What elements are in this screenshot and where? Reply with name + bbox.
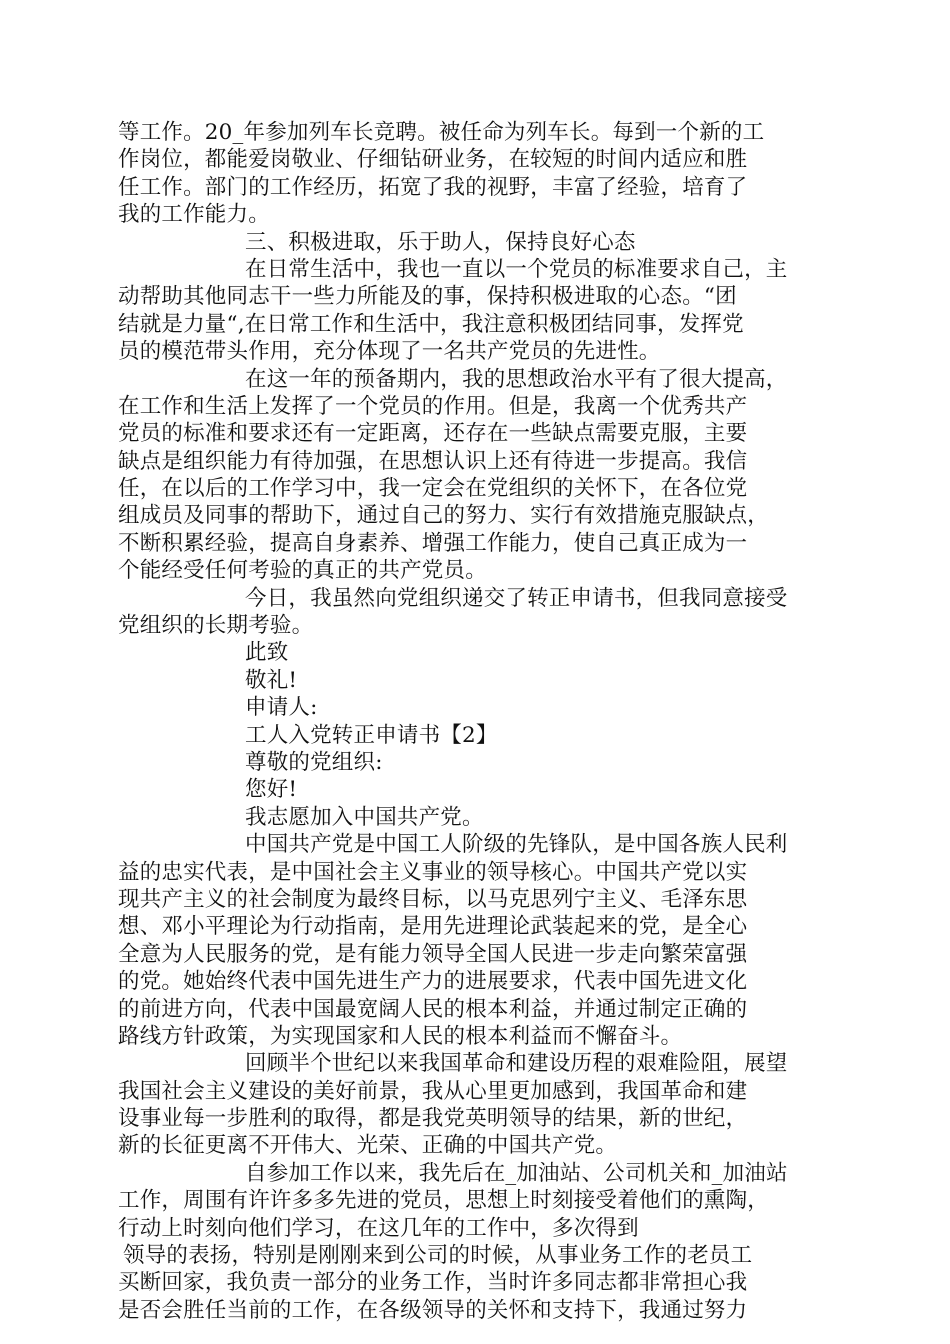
text-line: 今日，我虽然向党组织递交了转正申请书，但我同意接受 [245,585,788,611]
text-line: 工作，周围有许许多多先进的党员，思想上时刻接受着他们的熏陶， [118,1188,770,1214]
text-line: 中国共产党是中国工人阶级的先锋队，是中国各族人民利 [245,832,788,858]
text-line: 新的长征更离不开伟大、光荣、正确的中国共产党。 [118,1133,618,1159]
text-line: 在这一年的预备期内，我的思想政治水平有了很大提高， [245,366,788,392]
text-line: 敬礼! [245,667,298,693]
text-line: 买断回家，我负责一部分的业务工作，当时许多同志都非常担心我 [118,1270,748,1296]
text-line: 现共产主义的社会制度为最终目标，以马克思列宁主义、毛泽东思 [118,886,748,912]
text-line: 结就是力量“,在日常工作和生活中，我注意积极团结同事，发挥党 [118,311,744,337]
text-line: 个能经受任何考验的真正的共产党员。 [118,558,487,584]
text-line: 设事业每一步胜利的取得，都是我党英明领导的结果，新的世纪， [118,1106,748,1132]
text-line: 想、邓小平理论为行动指南，是用先进理论武装起来的党，是全心 [118,914,748,940]
text-line: 不断积累经验，提高自身素养、增强工作能力，使自己真正成为一 [118,530,748,556]
text-line: 在工作和生活上发挥了一个党员的作用。但是，我离一个优秀共产 [118,393,748,419]
text-line: 我志愿加入中国共产党。 [245,804,484,830]
text-line: 全意为人民服务的党，是有能力领导全国人民进一步走向繁荣富强 [118,941,748,967]
text-line: 您好! [245,777,298,803]
text-line: 党组织的长期考验。 [118,613,314,639]
text-line: 回顾半个世纪以来我国革命和建设历程的艰难险阻，展望 [245,1051,788,1077]
text-line: 行动上时刻向他们学习，在这几年的工作中，多次得到 [118,1215,639,1241]
text-line: 作岗位，都能爱岗敬业、仔细钻研业务，在较短的时间内适应和胜 [118,147,748,173]
text-line: 在日常生活中，我也一直以一个党员的标准要求自己，主 [245,256,788,282]
text-line: 领导的表扬，特别是刚刚来到公司的时候，从事业务工作的老员工 [123,1243,753,1269]
document-body [118,119,834,1324]
text-line: 动帮助其他同志干一些力所能及的事，保持积极进取的心态。“团 [118,284,737,310]
text-line: 工人入党转正申请书【2】 [245,722,498,748]
text-line: 缺点是组织能力有待加强，在思想认识上还有待进一步提高。我信 [118,448,748,474]
text-line: 党员的标准和要求还有一定距离，还存在一些缺点需要克服，主要 [118,421,748,447]
text-line: 三、积极进取，乐于助人，保持良好心态 [245,229,636,255]
text-line: 路线方针政策，为实现国家和人民的根本利益而不懈奋斗。 [118,1023,683,1049]
text-line: 是否会胜任当前的工作，在各级领导的关怀和支持下，我通过努力 [118,1297,748,1323]
text-line: 益的忠实代表，是中国社会主义事业的领导核心。中国共产党以实 [118,859,748,885]
text-line: 自参加工作以来，我先后在_加油站、公司机关和_加油站 [245,1160,788,1186]
text-line: 任工作。部门的工作经历，拓宽了我的视野，丰富了经验，培育了 [118,174,748,200]
text-line: 员的模范带头作用，充分体现了一名共产党员的先进性。 [118,339,661,365]
text-line: 我的工作能力。 [118,202,270,228]
text-line: 组成员及同事的帮助下，通过自己的努力、实行有效措施克服缺点， [118,503,770,529]
text-line: 的党。她始终代表中国先进生产力的进展要求，代表中国先进文化 [118,969,748,995]
text-line: 此致 [245,640,289,666]
text-line: 尊敬的党组织: [245,749,383,775]
text-line: 我国社会主义建设的美好前景，我从心里更加感到，我国革命和建 [118,1078,748,1104]
text-line: 任，在以后的工作学习中，我一定会在党组织的关怀下，在各位党 [118,476,748,502]
text-line: 等工作。20_年参加列车长竞聘。被任命为列车长。每到一个新的工 [118,120,765,145]
text-line: 申请人: [245,695,318,721]
text-line: 的前进方向，代表中国最宽阔人民的根本利益，并通过制定正确的 [118,996,748,1022]
